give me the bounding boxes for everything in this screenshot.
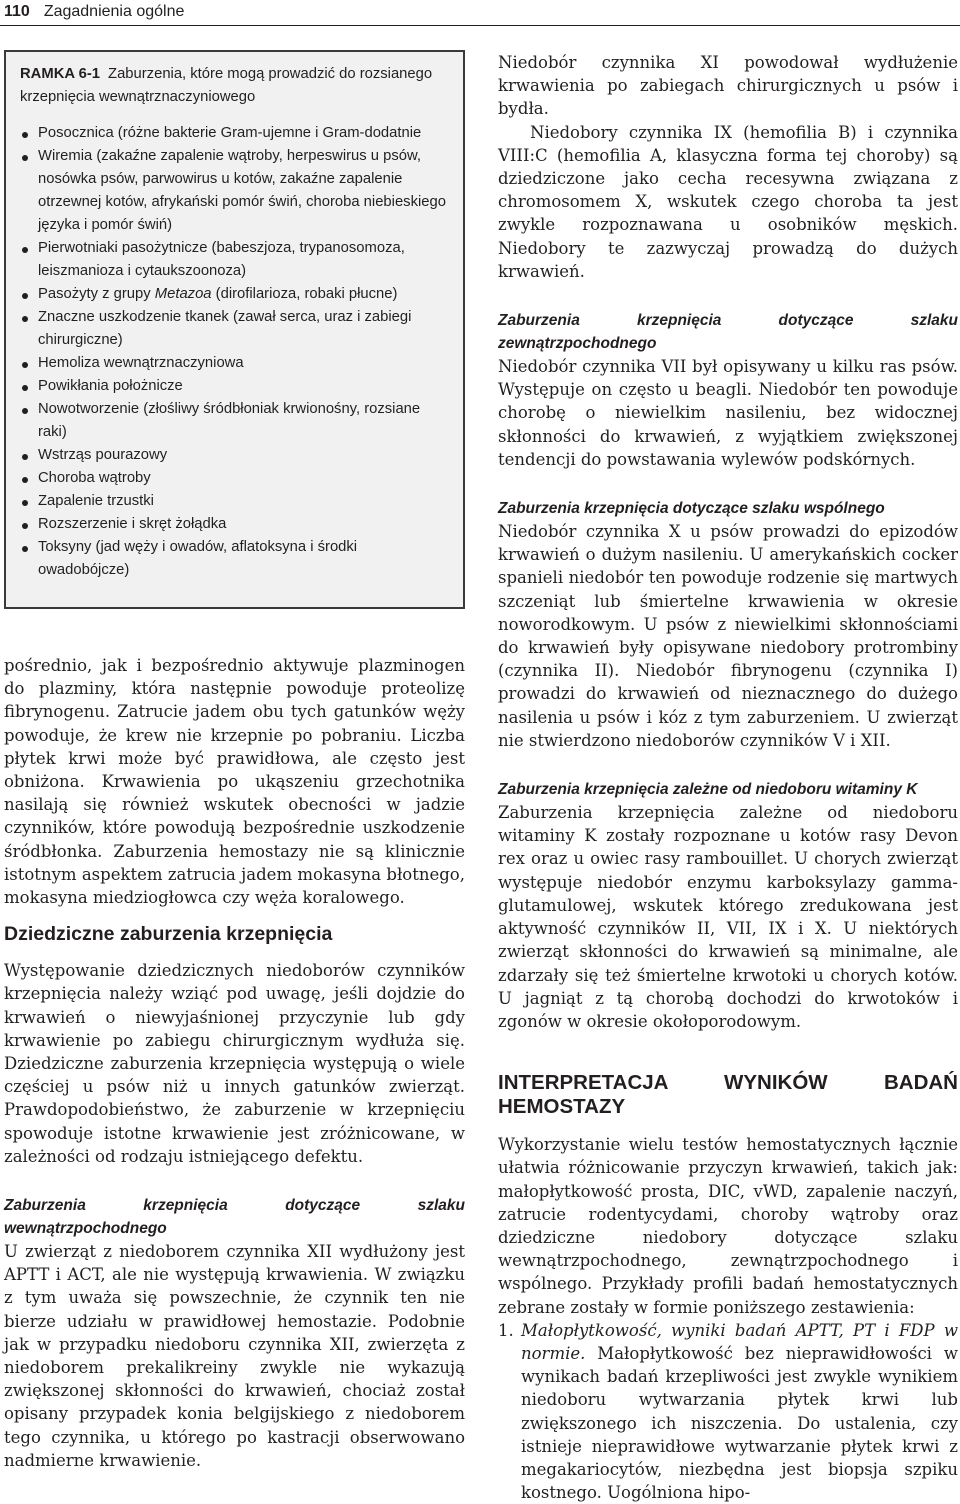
list-item: Zapalenie trzustki bbox=[20, 490, 447, 513]
list-item: Posocznica (różne bakterie Gram-ujemne i Gram-dodatnie bbox=[20, 122, 447, 145]
item-lead: Małopłytkowość, wyniki badań APTT, PT i FDP w normie. bbox=[521, 1320, 958, 1363]
subsection-heading: Zaburzenia krzepnięcia dotyczące szlaku wspólnego bbox=[498, 500, 885, 518]
section-heading: Dziedziczne zaburzenia krzepnięcia bbox=[4, 923, 333, 946]
paragraph: Występowanie dziedzicznych niedoborów czynników krzepnięcia należy wziąć pod uwagę, jeśli dojdzie do krwawień o niewyjaśnionej przyczynie lub gdy krwawienie po zabiegu chirurgicznym wydłuża się. Dziedziczne zaburzenia krzepnięcia występują o wiele częściej u psów niż u innych gatunków zwierząt. Prawdopodobieństwo, że zaburzenie w krzepnięciu spowoduje istotne krwawienie jest zróżnicowane, w zależności od rodzaju istniejącego defektu. bbox=[4, 961, 465, 1166]
list-item: Toksyny (jad węży i owadów, aflatoksyna i środki owadobójcze) bbox=[20, 536, 447, 582]
list-item: Nowotworzenie (złośliwy śródbłoniak krwionośny, rozsiane raki) bbox=[20, 398, 447, 444]
numbered-list bbox=[498, 1319, 958, 1504]
list-item-text: Pasożyty z grupy bbox=[38, 286, 155, 302]
item-text: Małopłytkowość bez nieprawidłowości w wynikach badań krzepliwości jest zwykle wynikiem niedoboru wytwarzania płytek krwi lub zwiększonego ich niszczenia. Do ustalenia, czy istnieje nieprawidłowe wytwarzanie płytek krwi z megakariocytów, niezbędna jest biopsja szpiku kostnego. Uogólniona hipo- bbox=[521, 1343, 958, 1503]
list-item: Pierwotniaki pasożytnicze (babeszjoza, trypanosomoza, leiszmanioza i cytaukszoonoza) bbox=[20, 237, 447, 283]
box-title bbox=[20, 63, 447, 109]
list-item: Wstrząs pourazowy bbox=[20, 444, 447, 467]
subsection-heading: Zaburzenia krzepnięcia dotyczące szlaku zewnątrzpochodnego bbox=[498, 312, 958, 353]
page-header bbox=[0, 0, 960, 24]
box-label: RAMKA 6-1 bbox=[20, 66, 101, 82]
paragraph: Niedobór czynnika X u psów prowadzi do epizodów krwawień o dużym nasileniu. U amerykańskich cocker spanieli niedobór ten powoduje rodzenie się martwych szczeniąt lub śmiertelne krwawienia w okresie noworodkowym. U psów z niewielkimi skłonnościami do krwawień były opisywane niedobory protrombiny (czynnika II). Niedobór fibrynogenu (czynnika I) prowadzi do krwawień od nieznacznego do dużego nasilenia u psów i kóz z tym zaburzeniem. U zwierząt nie stwierdzono niedoborów czynników V i XII. bbox=[498, 522, 958, 750]
list-item bbox=[20, 283, 447, 306]
list-item: Powikłania położnicze bbox=[20, 375, 447, 398]
paragraph: Wykorzystanie wielu testów hemostatycznych łącznie ułatwia różnicowanie przyczyn krwawień, takich jak: małopłytkowość prosta, DIC, vWD, zapalenie naczyń, zatrucie rodentycydami, choroby wątroby oraz dziedziczne niedobory dotyczące szlaku wewnątrzpochodnego, zewnątrzpochodnego i wspólnego. Przykłady profili badań hemostatycznych zebrane zostały w formie poniższego zestawienia: bbox=[498, 1135, 958, 1317]
subsection-heading: Zaburzenia krzepnięcia zależne od niedoboru witaminy K bbox=[498, 781, 918, 799]
section-heading: INTERPRETACJA WYNIKÓW BADAŃ HEMOSTAZY bbox=[498, 1071, 958, 1119]
right-column bbox=[498, 51, 958, 1504]
box-6-1 bbox=[4, 50, 465, 609]
header-rule bbox=[0, 25, 960, 26]
box-title-text: Zaburzenia, które mogą prowadzić do rozsianego krzepnięcia wewnątrznaczyniowego bbox=[20, 66, 433, 105]
list-item: Choroba wątroby bbox=[20, 467, 447, 490]
subsection-heading: Zaburzenia krzepnięcia dotyczące szlaku wewnątrzpochodnego bbox=[4, 1197, 465, 1238]
item-number: 1. bbox=[498, 1320, 514, 1340]
running-title: Zagadnienia ogólne bbox=[43, 3, 185, 20]
list-item: Hemoliza wewnątrznaczyniowa bbox=[20, 352, 447, 375]
paragraph: Niedobór czynnika XI powodował wydłużenie krwawienia po zabiegach chirurgicznych u psów i bydła. bbox=[498, 53, 958, 119]
paragraph: pośrednio, jak i bezpośrednio aktywuje plazminogen do plazminy, która następnie powoduje proteolizę fibrynogenu. Zatrucie jadem obu tych gatunków węży powoduje, że krew nie krzepnie po pobraniu. Liczba płytek krwi może być prawidłowa, ale często jest obniżona. Krwawienia po ukąszeniu grzechotnika nasilają się również wskutek obecności w jadzie czynników, które powodują bezpośrednie uszkodzenie śródbłonka. Zaburzenia hemostazy nie są klinicznie istotnym aspektem zatrucia jadem mokasyna błotnego, mokasyna miedziogłowca czy węża koralowego. bbox=[4, 656, 465, 908]
list-item-italic: Metazoa bbox=[154, 286, 212, 302]
left-column bbox=[4, 50, 465, 1472]
list-item: Rozszerzenie i skręt żołądka bbox=[20, 513, 447, 536]
numbered-item bbox=[498, 1319, 958, 1504]
left-body bbox=[4, 654, 465, 1472]
page-number: 110 bbox=[4, 3, 30, 20]
paragraph: U zwierząt z niedoborem czynnika XII wydłużony jest APTT i ACT, ale nie występują krwawienia. W związku z tym uważa się powszechnie, że czynnik ten nie bierze udziału w prawidłowej hemostazie. Podobnie jak w przypadku niedoboru czynnika XII, zwierzęta z niedoborem prekalikreiny zwykle nie wykazują zwiększonej skłonności do krwawień, chociaż został opisany przypadek konia belgijskiego z niedoborem tego czynnika, u którego po kastracji obserwowano nadmierne krwawienie. bbox=[4, 1242, 465, 1470]
paragraph: Zaburzenia krzepnięcia zależne od niedoboru witaminy K zostały rozpoznane u kotów rasy Devon rex oraz u owiec rasy rambouillet. U chorych zwierząt występuje niedobór enzymu karboksylazy gamma-glutamulowej, wskutek którego zredukowana jest aktywność czynników II, VII, IX i X. U niektórych zwierząt skłonności do krwawień są minimalne, ale zdarzały się też śmiertelne krwotoki u chorych kotów. U jagniąt z tą chorobą dochodzi do krwotoków i zgonów w okresie okołoporodowym. bbox=[498, 803, 958, 1031]
paragraph: Niedobory czynnika IX (hemofilia B) i czynnika VIII:C (hemofilia A, klasyczna forma tej choroby) są dziedziczone jako cecha recesywna związana z chromosomem X, wskutek czego choroba ta jest zwykle rozpoznawana u osobników męskich. Niedobory te zazwyczaj prowadzą do dużych krwawień. bbox=[498, 122, 958, 281]
list-item: Wiremia (zakaźne zapalenie wątroby, herpeswirus u psów, nosówka psów, parwowirus u kotów, zakaźne zapalenie otrzewnej kotów, afrykański pomór świń, choroba niebieskiego języka i pomór świń) bbox=[20, 145, 447, 237]
list-item: Znaczne uszkodzenie tkanek (zawał serca, uraz i zabiegi chirurgiczne) bbox=[20, 306, 447, 352]
box-list bbox=[20, 122, 447, 582]
list-item-text: (dirofilarioza, robaki płucne) bbox=[211, 286, 398, 302]
paragraph: Niedobór czynnika VII był opisywany u kilku ras psów. Występuje on często u beagli. Niedobór ten powoduje chorobę o niewielkim nasileniu, bez widocznej skłonności do krwawień, z wyjątkiem zwiększonej tendencji do powstawania wylewów podskórnych. bbox=[498, 357, 958, 469]
